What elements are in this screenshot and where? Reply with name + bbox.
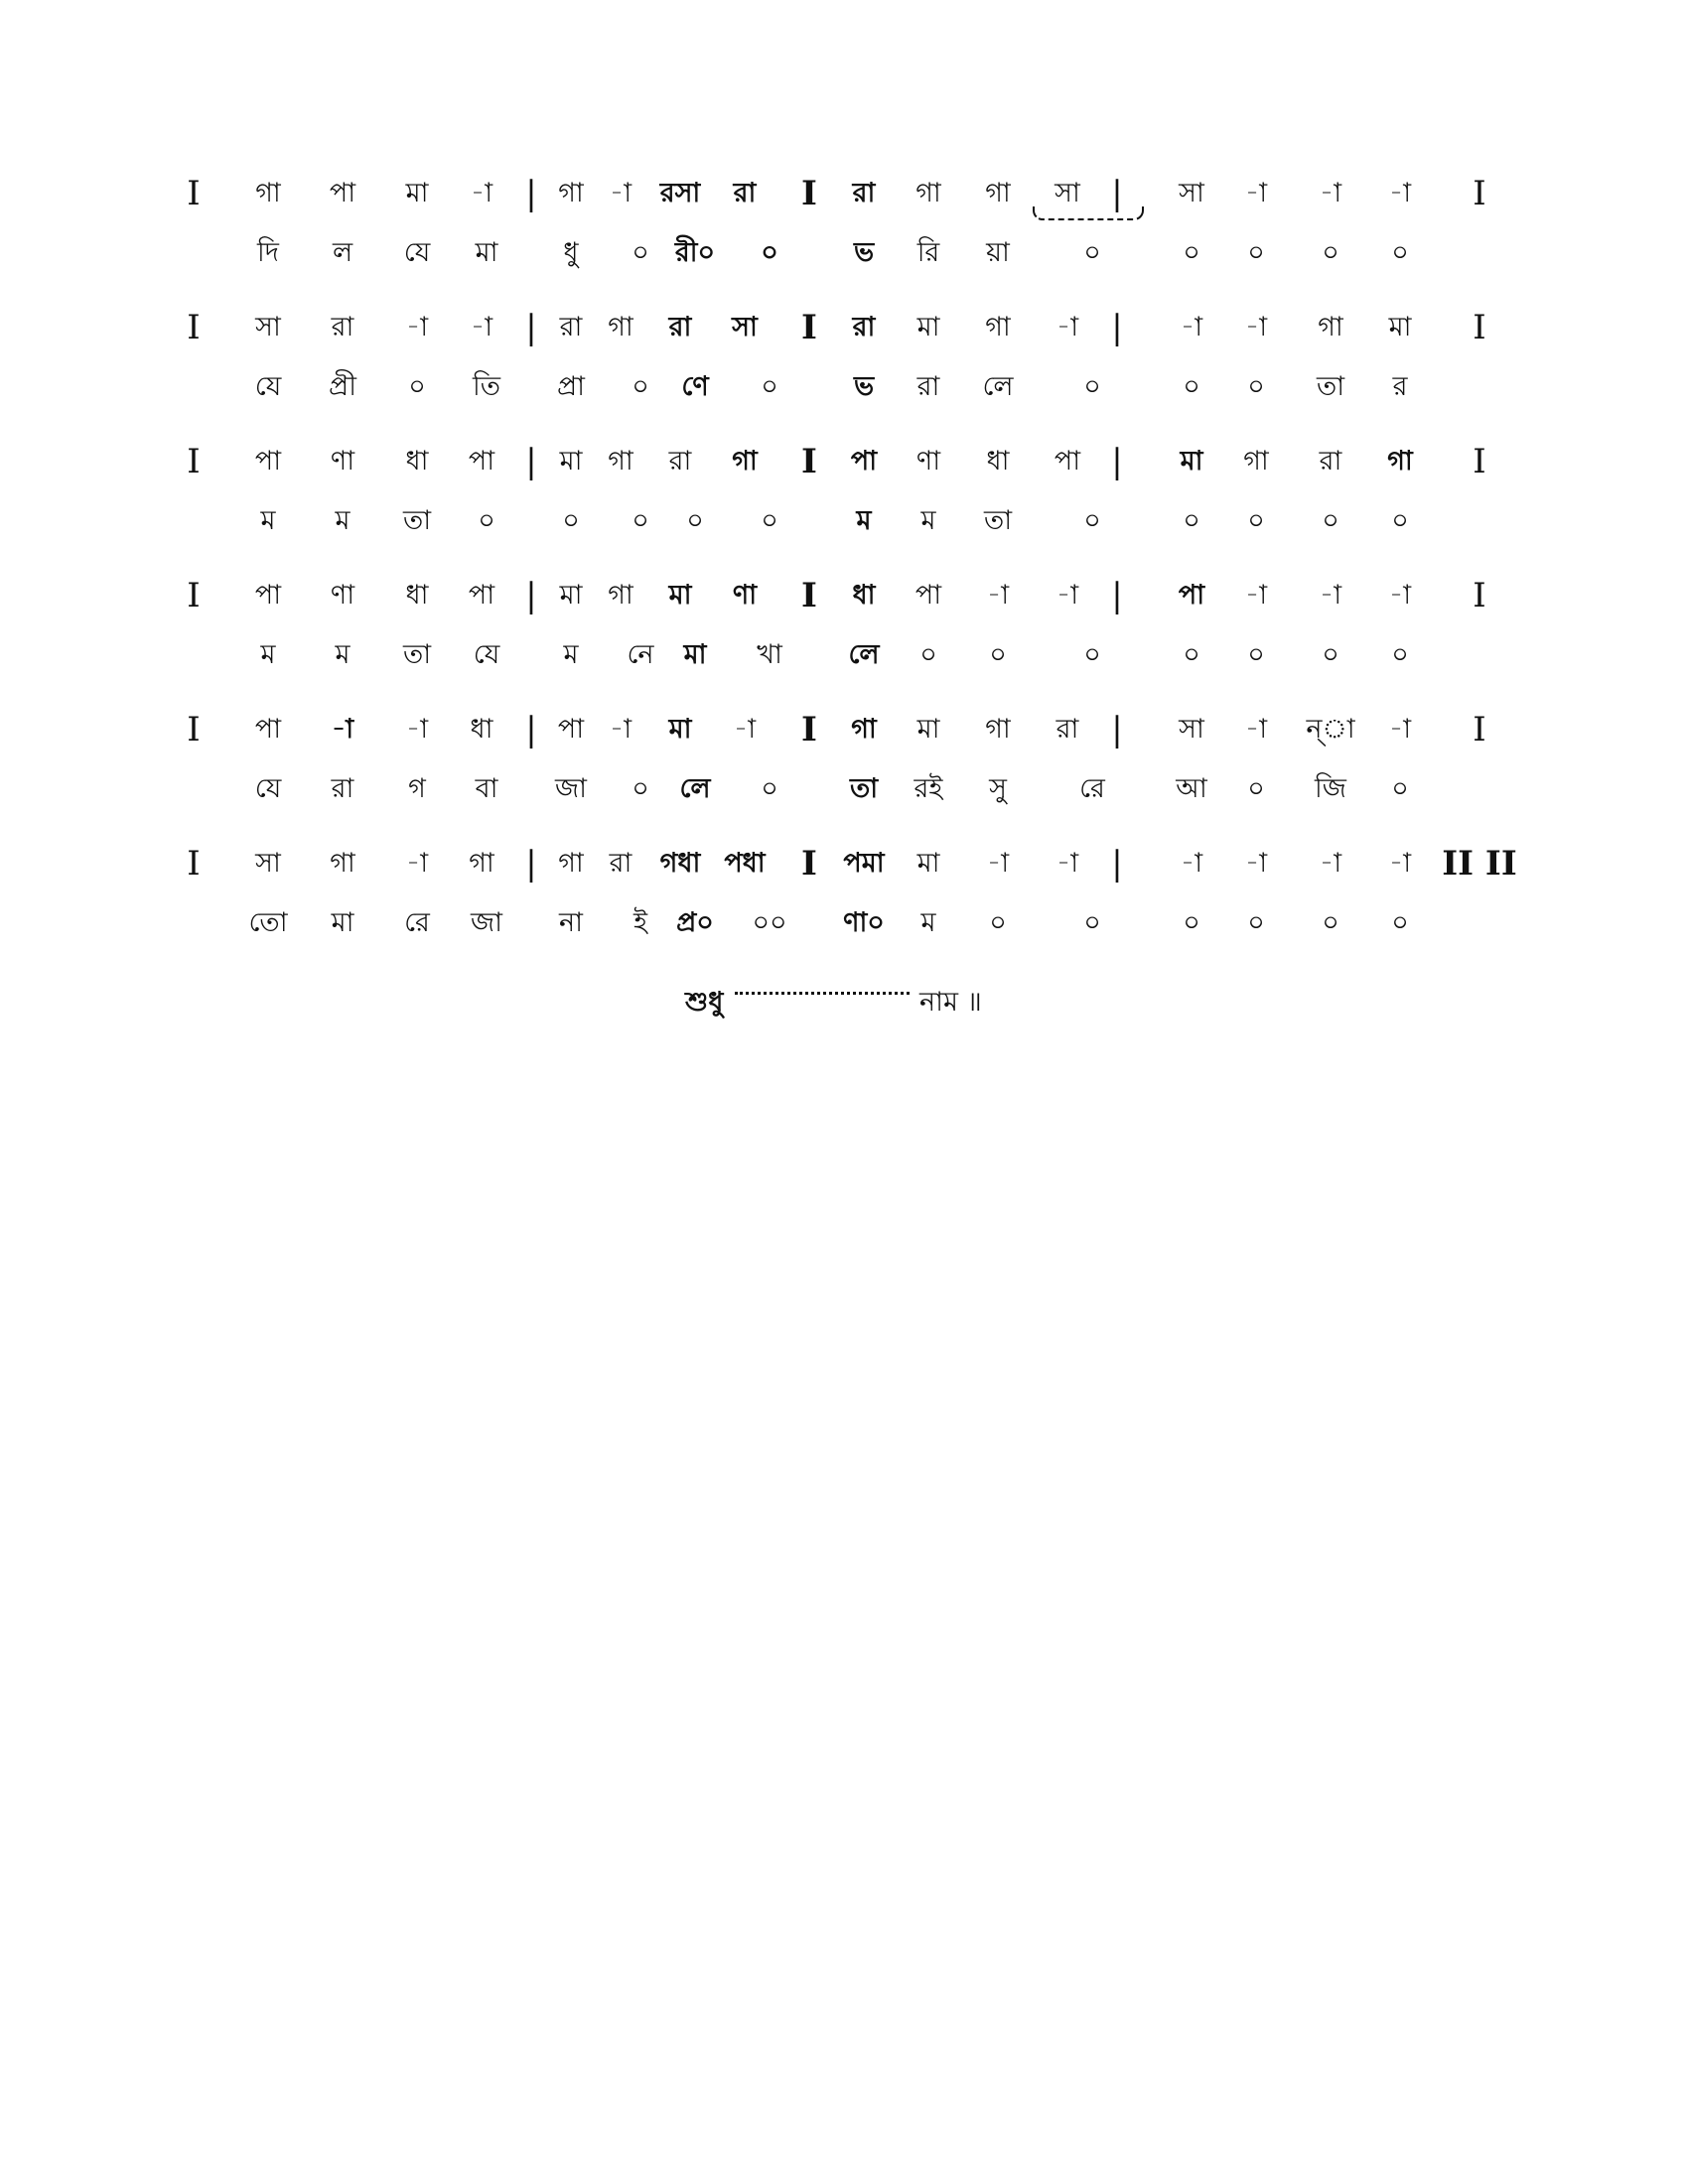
swara-note: সা: [732, 312, 758, 342]
lyric-syllable: ভ: [853, 371, 875, 402]
lyric-syllable: ০: [1183, 237, 1200, 268]
refrain-cue: [0, 978, 1688, 1027]
bar-line: |: [525, 174, 537, 213]
lyric-syllable: ০: [1322, 907, 1339, 938]
lyric-syllable: র: [1392, 371, 1408, 402]
bar-line: |: [525, 710, 537, 750]
swara-note: মা: [405, 178, 429, 208]
swara-note: পা: [329, 178, 356, 208]
lyric-syllable: দি: [257, 237, 279, 268]
swara-note: গা: [1243, 446, 1269, 477]
swara-note: -া: [1319, 580, 1342, 611]
swara-note: গা: [558, 848, 584, 879]
swara-row: [0, 705, 1688, 754]
swara-note: -া: [609, 714, 633, 745]
swara-note: গা: [558, 178, 584, 208]
bar-line: |: [1111, 576, 1123, 615]
lyric-syllable: লে: [848, 639, 880, 670]
lyric-row: [0, 898, 1688, 948]
swara-note: গা: [608, 312, 633, 342]
notation-line: [0, 705, 1688, 824]
swara-row: [0, 571, 1688, 620]
swara-note: -া: [470, 178, 493, 208]
lyric-syllable: ০: [1322, 237, 1339, 268]
lyric-syllable: রা: [916, 371, 940, 402]
lyric-syllable: ০: [1391, 505, 1409, 536]
lyric-syllable: ০: [1183, 371, 1200, 402]
swara-row: [0, 437, 1688, 486]
swara-note: পা: [914, 580, 942, 611]
swara-note: -া: [1055, 848, 1079, 879]
swara-note: গা: [1387, 446, 1413, 477]
bar-line: I: [187, 442, 201, 481]
notation-line: [0, 437, 1688, 556]
bar-line: I: [801, 844, 817, 884]
lyric-syllable: ০: [1083, 371, 1101, 402]
swara-note: -া: [470, 312, 493, 342]
lyric-syllable: ০: [761, 505, 778, 536]
refrain-lead-word: শুধু: [685, 987, 724, 1018]
lyric-syllable: ই: [633, 907, 648, 938]
lyric-syllable: তা: [402, 639, 432, 670]
notation-line: [0, 571, 1688, 690]
swara-note: -া: [1180, 848, 1203, 879]
swara-note: রা: [668, 312, 692, 342]
swara-note: -া: [331, 714, 354, 745]
swara-row: [0, 169, 1688, 218]
swara-note: গা: [851, 714, 877, 745]
lyric-syllable: ০: [1183, 505, 1200, 536]
swara-note: গা: [985, 312, 1011, 342]
lyric-syllable: রই: [914, 773, 943, 804]
lyric-syllable: প্র০: [676, 907, 714, 938]
swara-note: রা: [733, 178, 757, 208]
swara-note: -া: [1388, 714, 1412, 745]
lyric-syllable: ০: [919, 639, 937, 670]
swara-note: পা: [1178, 580, 1205, 611]
bar-line: I: [187, 844, 201, 884]
lyric-syllable: নে: [627, 639, 654, 670]
lyric-syllable: ০: [1322, 505, 1339, 536]
swara-note: গধা: [659, 848, 701, 879]
lyric-syllable: ণা০: [843, 907, 885, 938]
lyric-syllable: ০: [989, 907, 1007, 938]
swara-note: মা: [1180, 446, 1203, 477]
lyric-syllable: ০: [761, 773, 778, 804]
swara-note: -া: [986, 848, 1010, 879]
lyric-syllable: ০: [761, 237, 778, 268]
swara-note: পধা: [724, 848, 766, 879]
swara-note: রা: [852, 178, 876, 208]
swara-note: মা: [559, 580, 583, 611]
swara-note: রা: [331, 312, 354, 342]
lyric-syllable: ভ: [853, 237, 875, 268]
swara-note: ণা: [732, 580, 758, 611]
lyric-syllable: তা: [849, 773, 879, 804]
lyric-syllable: তো: [248, 907, 288, 938]
swara-note: পা: [1054, 446, 1081, 477]
bar-line: I: [187, 576, 201, 615]
lyric-syllable: ম: [563, 639, 579, 670]
lyric-syllable: মা: [331, 907, 354, 938]
bar-line: II II: [1442, 844, 1517, 884]
lyric-syllable: সু: [989, 773, 1007, 804]
lyric-syllable: তা: [983, 505, 1013, 536]
bar-line: I: [1473, 442, 1486, 481]
swara-note: রা: [668, 446, 692, 477]
lyric-syllable: মা: [475, 237, 498, 268]
bar-line: I: [801, 174, 817, 213]
bar-line: |: [525, 308, 537, 347]
swara-note: -া: [1055, 580, 1079, 611]
bar-line: I: [801, 442, 817, 481]
lyric-syllable: যে: [473, 639, 500, 670]
lyric-syllable: জা: [555, 773, 587, 804]
lyric-syllable: ০: [632, 237, 649, 268]
swara-row: [0, 839, 1688, 888]
swara-note: পা: [254, 714, 282, 745]
swara-note: গা: [330, 848, 355, 879]
swara-note: পা: [468, 446, 495, 477]
lyric-syllable: ০: [1183, 907, 1200, 938]
lyric-syllable: ০: [408, 371, 426, 402]
lyric-syllable: ০: [632, 505, 649, 536]
bar-line: |: [1111, 844, 1123, 884]
swara-note: -া: [1244, 580, 1268, 611]
lyric-syllable: ০: [686, 505, 704, 536]
swara-note: মা: [916, 714, 940, 745]
lyric-syllable: রা: [331, 773, 354, 804]
lyric-row: [0, 630, 1688, 680]
lyric-syllable: তা: [402, 505, 432, 536]
bar-line: I: [187, 710, 201, 750]
swara-note: গা: [985, 178, 1011, 208]
swara-note: -া: [405, 312, 429, 342]
lyric-syllable: ল: [332, 237, 353, 268]
lyric-syllable: ০: [1247, 505, 1265, 536]
swara-note: ন্‌া: [1306, 714, 1355, 745]
lyric-syllable: বা: [475, 773, 498, 804]
swara-note: ধা: [852, 580, 876, 611]
bar-line: |: [1111, 710, 1123, 750]
bar-line: I: [1473, 576, 1486, 615]
swara-note: -া: [733, 714, 757, 745]
swara-note: -া: [405, 714, 429, 745]
swara-note: -া: [405, 848, 429, 879]
refrain-dotted-leader: [735, 992, 910, 999]
swara-note: মা: [559, 446, 583, 477]
swara-note: -া: [1244, 714, 1268, 745]
lyric-syllable: না: [559, 907, 583, 938]
lyric-row: [0, 764, 1688, 814]
lyric-syllable: ০: [632, 371, 649, 402]
swara-note: সা: [1179, 178, 1204, 208]
lyric-syllable: ম: [856, 505, 872, 536]
swara-note: গা: [255, 178, 281, 208]
swara-note: ধা: [405, 446, 429, 477]
swara-note: -া: [1319, 178, 1342, 208]
swara-note: গা: [915, 178, 941, 208]
swara-note: -া: [1388, 580, 1412, 611]
bar-line: I: [1473, 710, 1486, 750]
swara-note: গা: [732, 446, 758, 477]
lyric-syllable: ০: [1247, 639, 1265, 670]
lyric-syllable: গ: [408, 773, 426, 804]
lyric-syllable: ম: [260, 639, 276, 670]
lyric-syllable: ০: [1247, 907, 1265, 938]
lyric-syllable: যে: [403, 237, 431, 268]
swara-note: ধা: [986, 446, 1010, 477]
lyric-syllable: ০: [1183, 639, 1200, 670]
bar-line: |: [1111, 442, 1123, 481]
lyric-syllable: রি: [916, 237, 940, 268]
lyric-syllable: রে: [404, 907, 430, 938]
slur-mark: [1033, 206, 1144, 220]
swara-note: সা: [1179, 714, 1204, 745]
swara-note: পা: [850, 446, 878, 477]
lyric-syllable: খা: [757, 639, 782, 670]
swara-note: পা: [557, 714, 585, 745]
bar-line: |: [525, 442, 537, 481]
bar-line: I: [801, 710, 817, 750]
swara-note: -া: [1388, 848, 1412, 879]
lyric-syllable: জি: [1315, 773, 1346, 804]
lyric-syllable: ম: [335, 639, 351, 670]
swara-note: মা: [1388, 312, 1412, 342]
bar-line: I: [187, 174, 201, 213]
lyric-syllable: ০: [1247, 371, 1265, 402]
lyric-syllable: আ: [1176, 773, 1207, 804]
lyric-row: [0, 362, 1688, 412]
lyric-syllable: ম: [335, 505, 351, 536]
swara-note: রা: [559, 312, 583, 342]
swara-note: -া: [1244, 312, 1268, 342]
swara-note: গা: [1318, 312, 1343, 342]
notation-line: [0, 303, 1688, 422]
swara-note: পমা: [843, 848, 885, 879]
lyric-syllable: ০: [1391, 773, 1409, 804]
swara-note: সা: [255, 848, 281, 879]
bar-line: |: [1111, 174, 1123, 213]
lyric-syllable: ০: [1083, 907, 1101, 938]
swara-note: পা: [254, 580, 282, 611]
lyric-syllable: ০: [1391, 237, 1409, 268]
bar-line: I: [1473, 308, 1486, 347]
bar-line: I: [801, 308, 817, 347]
lyric-syllable: প্রা: [557, 371, 585, 402]
swara-note: মা: [916, 312, 940, 342]
lyric-syllable: ০: [478, 505, 495, 536]
lyric-syllable: তা: [1316, 371, 1345, 402]
lyric-syllable: ০: [1247, 773, 1265, 804]
lyric-syllable: তি: [473, 371, 500, 402]
swara-note: -া: [1319, 848, 1342, 879]
swara-note: মা: [916, 848, 940, 879]
lyric-syllable: ০: [1083, 237, 1101, 268]
swara-note: -া: [986, 580, 1010, 611]
lyric-syllable: যে: [254, 773, 282, 804]
swara-note: মা: [668, 580, 692, 611]
swara-note: -া: [1388, 178, 1412, 208]
lyric-syllable: ০: [989, 639, 1007, 670]
swara-note: গা: [608, 446, 633, 477]
swara-note: রসা: [659, 178, 701, 208]
swara-note: পা: [468, 580, 495, 611]
swara-note: পা: [254, 446, 282, 477]
swara-note: রা: [1055, 714, 1079, 745]
lyric-syllable: লে: [679, 773, 711, 804]
refrain-tail-word: নাম ॥: [919, 987, 982, 1018]
swara-note: -া: [1055, 312, 1079, 342]
swara-note: ধা: [405, 580, 429, 611]
bar-line: I: [801, 576, 817, 615]
lyric-syllable: ০: [1391, 907, 1409, 938]
lyric-syllable: ম: [920, 505, 936, 536]
lyric-syllable: জা: [471, 907, 502, 938]
swara-row: [0, 303, 1688, 352]
swara-note: গা: [608, 580, 633, 611]
lyric-syllable: ০: [1083, 505, 1101, 536]
lyric-syllable: ম: [920, 907, 936, 938]
lyric-syllable: ণে: [681, 371, 709, 402]
bar-line: |: [1111, 308, 1123, 347]
swara-note: ণা: [330, 580, 355, 611]
lyric-syllable: ০: [1247, 237, 1265, 268]
lyric-syllable: রে: [1079, 773, 1105, 804]
lyric-syllable: য়া: [986, 237, 1010, 268]
lyric-syllable: ধু: [563, 237, 579, 268]
bar-line: |: [525, 844, 537, 884]
notation-line: [0, 169, 1688, 288]
lyric-row: [0, 228, 1688, 278]
lyric-syllable: ০০: [752, 907, 787, 938]
swara-note: -া: [1244, 848, 1268, 879]
lyric-syllable: রী০: [674, 237, 716, 268]
lyric-syllable: লে: [982, 371, 1014, 402]
swara-note: রা: [852, 312, 876, 342]
bar-line: |: [525, 576, 537, 615]
lyric-syllable: ০: [562, 505, 580, 536]
swara-note: রা: [1319, 446, 1342, 477]
swara-note: গা: [469, 848, 494, 879]
lyric-syllable: যে: [254, 371, 282, 402]
swara-note: -া: [1180, 312, 1203, 342]
lyric-syllable: মা: [683, 639, 707, 670]
swara-note: -া: [1244, 178, 1268, 208]
lyric-syllable: প্রী: [329, 371, 356, 402]
swara-note: -া: [609, 178, 633, 208]
bar-line: I: [1473, 174, 1486, 213]
swara-note: ণা: [915, 446, 941, 477]
lyric-row: [0, 496, 1688, 546]
swara-note: মা: [668, 714, 692, 745]
bar-line: I: [187, 308, 201, 347]
lyric-syllable: ০: [1083, 639, 1101, 670]
swara-note: ধা: [470, 714, 493, 745]
swara-note: রা: [609, 848, 633, 879]
lyric-syllable: ০: [1391, 639, 1409, 670]
swara-note: সা: [1055, 178, 1080, 208]
swara-note: ণা: [330, 446, 355, 477]
lyric-syllable: ০: [761, 371, 778, 402]
notation-line: [0, 839, 1688, 958]
lyric-syllable: ম: [260, 505, 276, 536]
lyric-syllable: ০: [632, 773, 649, 804]
swara-note: গা: [985, 714, 1011, 745]
lyric-syllable: ০: [1322, 639, 1339, 670]
swara-note: সা: [255, 312, 281, 342]
